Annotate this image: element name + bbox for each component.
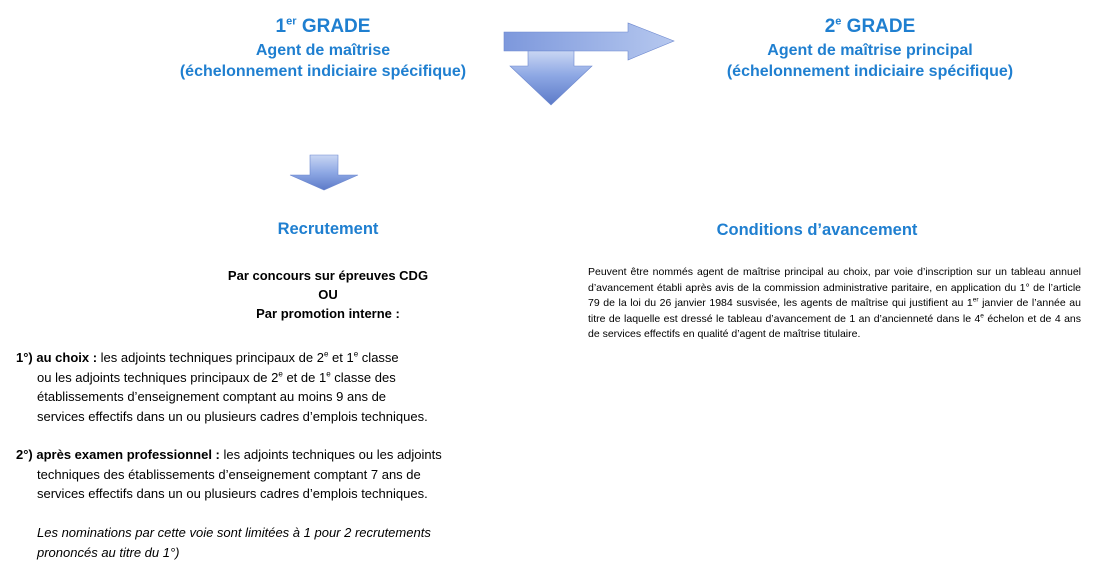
arrow-down-icon bbox=[288, 153, 360, 193]
ou-line: OU bbox=[318, 287, 338, 302]
concours-line: Par concours sur épreuves CDG bbox=[227, 268, 429, 283]
grade2-subtitle-2: (échelonnement indiciaire spécifique) bbox=[726, 63, 1014, 80]
recrutement-modes bbox=[178, 266, 478, 323]
grade1-subtitle-2: (échelonnement indiciaire spécifique) bbox=[179, 63, 467, 80]
note-limitation bbox=[37, 523, 517, 562]
conditions-text: Peuvent être nommés agent de maîtrise principal au choix, par voie d’inscription sur un tableau annuel d’avancement établi après avis de la commission administrative paritaire, en application du 1° de l’article 79 de la loi du 26 janvier 1984 susvisée, les agents de maîtrise qui justifient au 1er janvier de l’année au titre de laquelle est dressé le tableau d’avancement de 1 an d’ancienneté dans le 4e échelon et de 4 ans de services effectifs en qualité d’agent de maîtrise titulaire. bbox=[588, 266, 1082, 341]
item-examen bbox=[16, 445, 516, 504]
grade2-subtitle: Agent de maîtrise principal bbox=[767, 42, 973, 59]
item2-label: 2°) après examen professionnel : bbox=[16, 447, 220, 462]
recrutement-title: Recrutement bbox=[277, 220, 379, 238]
item2-line3: services effectifs dans un ou plusieurs cadres d’emplois techniques. bbox=[37, 486, 428, 501]
item2-line2: techniques des établissements d’enseignement comptant 7 ans de bbox=[37, 466, 421, 482]
promotion-line: Par promotion interne : bbox=[256, 306, 400, 321]
item-au-choix bbox=[16, 348, 516, 426]
item1-line1: 1°) au choix : les adjoints techniques principaux de 2e et 1e classe bbox=[16, 349, 399, 365]
note-line2: prononcés au titre du 1°) bbox=[37, 544, 180, 560]
item1-line2: ou les adjoints techniques principaux de 2e et de 1e classe des bbox=[37, 369, 396, 385]
item1-line4: services effectifs dans un ou plusieurs cadres d’emplois techniques. bbox=[37, 408, 428, 424]
grade1-subtitle: Agent de maîtrise bbox=[255, 42, 391, 59]
grade2-header bbox=[695, 16, 1045, 82]
conditions-title: Conditions d’avancement bbox=[716, 221, 918, 239]
item1-label: 1°) au choix : bbox=[16, 350, 98, 365]
item1-line3: établissements d’enseignement comptant au moins 9 ans de bbox=[37, 389, 387, 404]
item2-line1: 2°) après examen professionnel : les adjoints techniques ou les adjoints bbox=[16, 447, 442, 462]
note-line1: Les nominations par cette voie sont limitées à 1 pour 2 recrutements bbox=[37, 525, 431, 540]
grade1-header bbox=[148, 16, 498, 82]
grade1-title: 1er GRADE bbox=[275, 15, 371, 37]
arrow-right-down-icon bbox=[500, 20, 678, 110]
grade2-title: 2e GRADE bbox=[824, 15, 916, 37]
